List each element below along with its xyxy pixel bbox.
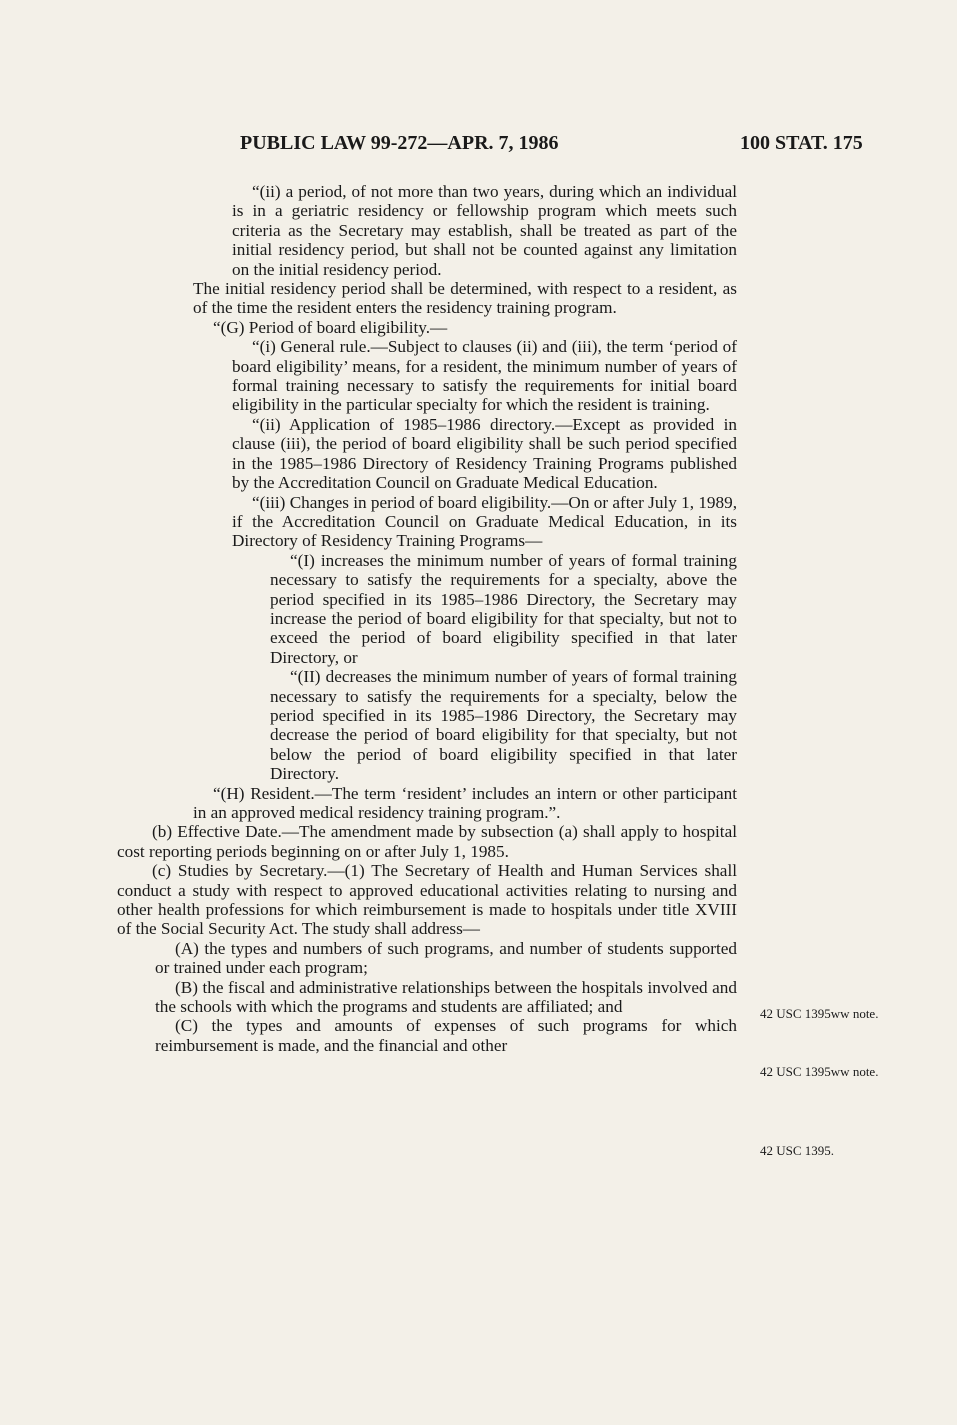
- paragraph-changes-period: “(iii) Changes in period of board eligibility.—On or after July 1, 1989, if the Accreditation Council on Graduate Medical Education, in its Directory of Residency Training Programs—: [232, 492, 737, 551]
- paragraph-subclause-II: “(II) decreases the minimum number of years of formal training necessary to satisfy the requirements for a specialty, below the period specified in its 1985–1986 Directory, the Secretary may decrease the period of board eligibility for that specialty, but not below the period of board eligibility specified in that later Directory.: [270, 667, 737, 784]
- header-title: PUBLIC LAW 99-272—APR. 7, 1986: [240, 132, 559, 154]
- paragraph-item-A: (A) the types and numbers of such programs, and number of students supported or trained under each program;: [155, 938, 737, 978]
- paragraph-resident-definition: “(H) Resident.—The term ‘resident’ includes an intern or other participant in an approved medical residency training program.”.: [193, 783, 737, 822]
- header-stat-citation: 100 STAT. 175: [740, 132, 863, 154]
- paragraph-application-directory: “(ii) Application of 1985–1986 directory.—Except as provided in clause (iii), the period of board eligibility shall be such period specified in the 1985–1986 Directory of Residency Training Programs published by the Accreditation Council on Graduate Medical Education.: [232, 414, 737, 493]
- margin-note-effective-date: 42 USC 1395ww note.: [760, 1006, 879, 1021]
- margin-note-studies: 42 USC 1395ww note.: [760, 1064, 879, 1079]
- page-header: [0, 132, 957, 162]
- heading-period-board-eligibility: “(G) Period of board eligibility.—: [213, 317, 448, 337]
- paragraph-clause-ii: “(ii) a period, of not more than two years, during which an individual is in a geriatric residency or fellowship program which meets such criteria as the Secretary may establish, shall be treated as part of the initial residency period, but shall not be counted against any limitation on the initial residency period.: [232, 182, 737, 279]
- paragraph-general-rule: “(i) General rule.—Subject to clauses (ii) and (iii), the term ‘period of board eligibility’ means, for a resident, the minimum number of years of formal training necessary to satisfy the requirements for initial board eligibility in the particular specialty for which the resident is training.: [232, 337, 737, 415]
- margin-note-usc-1395: 42 USC 1395.: [760, 1143, 835, 1158]
- paragraph-item-B: (B) the fiscal and administrative relationships between the hospitals involved and the schools with which the programs and students are affiliated; and: [155, 977, 737, 1017]
- paragraph-item-C: (C) the types and amounts of expenses of such programs for which reimbursement is made, and the financial and other: [155, 1016, 737, 1055]
- paragraph-initial-residency: The initial residency period shall be determined, with respect to a resident, as of the time the resident enters the residency training program.: [193, 279, 737, 318]
- body-text: [0, 182, 957, 1055]
- paragraph-effective-date: (b) Effective Date.—The amendment made by subsection (a) shall apply to hospital cost reporting periods beginning on or after July 1, 1985.: [117, 822, 737, 861]
- paragraph-studies-by-secretary: (c) Studies by Secretary.—(1) The Secretary of Health and Human Services shall conduct a study with respect to approved educational activities relating to nursing and other health professions for which reimbursement is made to hospitals under title XVIII of the Social Security Act. The study shall address—: [117, 861, 737, 939]
- paragraph-subclause-I: “(I) increases the minimum number of years of formal training necessary to satisfy the requirements for a specialty, above the period specified in its 1985–1986 Directory, the Secretary may increase the period of board eligibility for that specialty, but not to exceed the period of board eligibility specified in that later Directory, or: [270, 550, 737, 667]
